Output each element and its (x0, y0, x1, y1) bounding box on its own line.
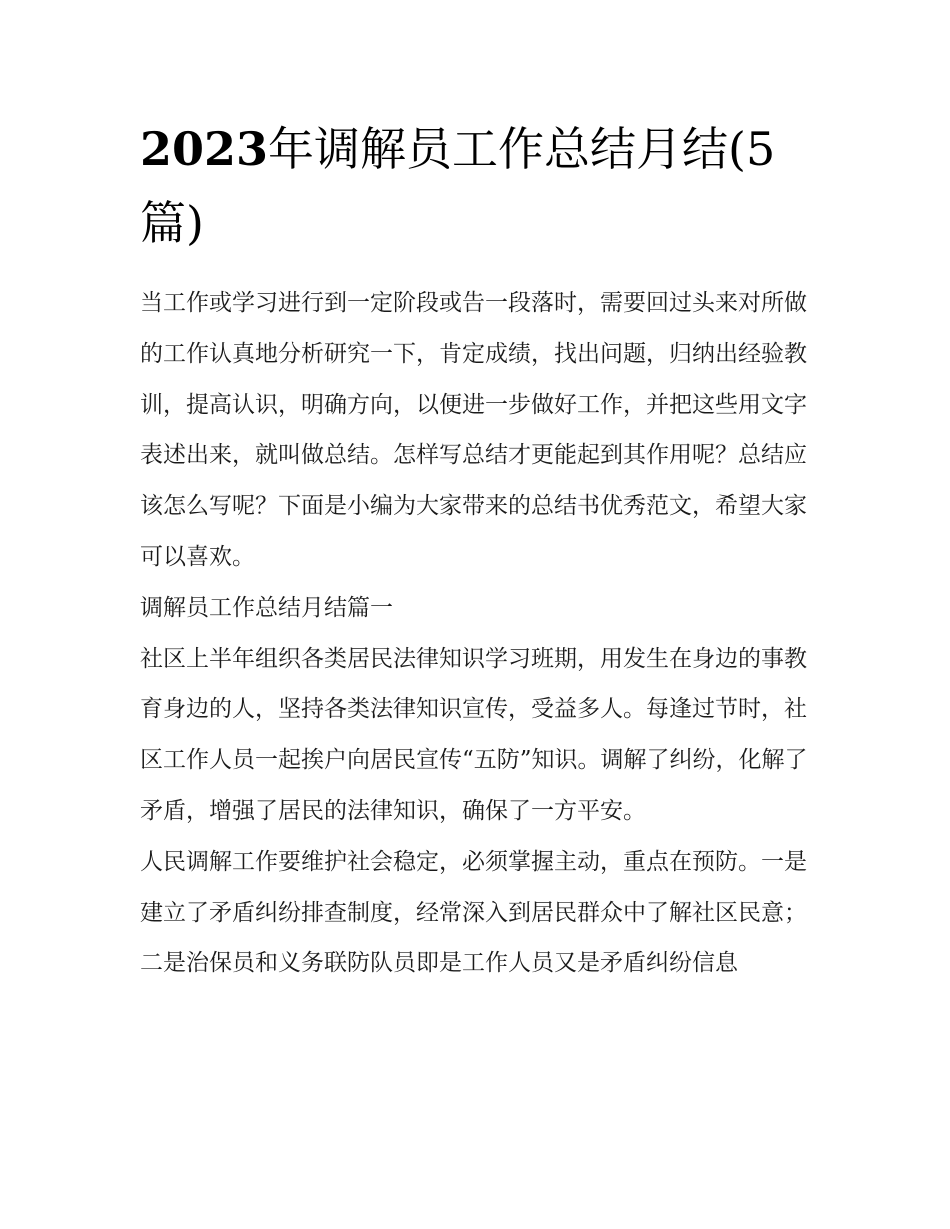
body-paragraph: 社区上半年组织各类居民法律知识学习班期，用发生在身边的事教育身边的人，坚持各类法律知识宣传，受益多人。每逢过节时，社区工作人员一起挨户向居民宣传“五防”知识。调解了纠纷，化解了矛盾，增强了居民的法律知识，确保了一方平安。 (140, 645, 808, 824)
document-title (140, 112, 812, 260)
intro-paragraph: 当工作或学习进行到一定阶段或告一段落时，需要回过头来对所做的工作认真地分析研究一下，肯定成绩，找出问题，归纳出经验教训，提高认识，明确方向，以便进一步做好工作，并把这些用文字表述出来，就叫做总结。怎样写总结才更能起到其作用呢？总结应该怎么写呢？下面是小编为大家带来的总结书优秀范文，希望大家可以喜欢。 (140, 290, 807, 570)
document-page (140, 112, 812, 989)
section-heading: 调解员工作总结月结篇一 (140, 594, 393, 621)
body-paragraph: 二是治保员和义务联防队员即是工作人员又是矛盾纠纷信息 (140, 950, 738, 977)
title-text: 年调解员工作总结月结(5篇) (140, 122, 776, 250)
title-year: 2023 (140, 122, 269, 176)
document-body (140, 278, 812, 989)
body-paragraph: 人民调解工作要维护社会稳定，必须掌握主动，重点在预防。一是建立了矛盾纠纷排查制度，经常深入到居民群众中了解社区民意； (140, 848, 807, 926)
